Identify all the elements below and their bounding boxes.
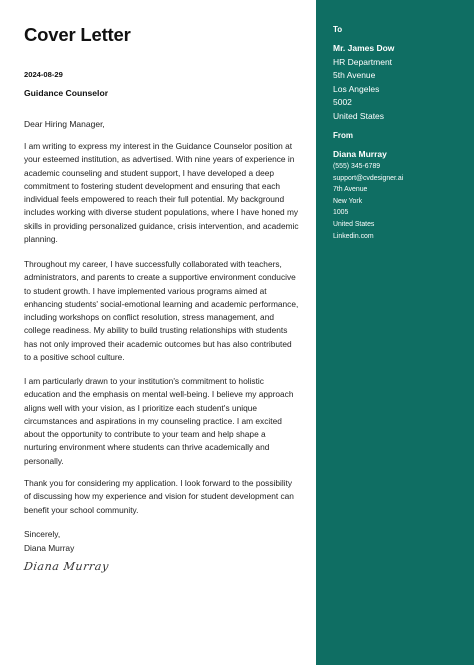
body-paragraph-2: Throughout my career, I have successfully collaborated with teachers, administrators, and parents to create a supportive environment conducive to student growth. I have implemented various programs aimed at enhancing students' social-emotional learning and academic performance, including workshops on conflict resolution, stress management, and college readiness. My ability to build trusting relationships with students has not only improved their academic outcomes but has also contributed to a positive school culture. (24, 259, 299, 363)
sender-email[interactable]: support@cvdesigner.ai (333, 174, 404, 182)
sender-country: United States (333, 220, 375, 228)
sender-name: Diana Murray (333, 149, 387, 159)
recipient-block (333, 42, 394, 124)
contact-sidebar (316, 0, 474, 665)
salutation: Dear Hiring Manager, (24, 119, 105, 129)
closing-name: Diana Murray (24, 543, 75, 553)
sender-block (333, 161, 403, 242)
sender-city: New York (333, 197, 363, 205)
recipient-name: Mr. James Dow (333, 43, 395, 53)
page-title: Cover Letter (24, 24, 131, 45)
from-heading: From (333, 131, 353, 140)
sender-phone[interactable]: (555) 345-6789 (333, 163, 381, 170)
recipient-city: Los Angeles (333, 83, 380, 94)
letter-date: 2024-08-29 (24, 70, 63, 79)
recipient-country: United States (333, 110, 385, 121)
body-paragraph-1: I am writing to express my interest in the Guidance Counselor position at your esteemed institution, as advertised. With nine years of experience in academic counseling and student support, I have developed a deep commitment to fostering student development and ensuring that each individual feels empowered to reach their full potential. My background includes working with diverse student populations, where I have honed my skills in providing personalized guidance, crisis intervention, and academic planning. (24, 141, 299, 245)
position-title: Guidance Counselor (24, 88, 109, 98)
recipient-department: HR Department (333, 56, 393, 67)
to-heading: To (333, 25, 343, 34)
body-paragraph-4: Thank you for considering my application. I look forward to the possibility of discussing how my experience and vision for student development can benefit your school community. (24, 478, 294, 515)
sender-linkedin-link[interactable]: Linkedin.com (333, 232, 374, 240)
sender-street: 7th Avenue (333, 186, 368, 194)
closing: Sincerely, (24, 529, 61, 539)
handwritten-signature: Diana Murray (23, 560, 110, 573)
recipient-zip: 5002 (333, 97, 352, 108)
sender-zip: 1005 (333, 209, 349, 217)
recipient-street: 5th Avenue (333, 70, 376, 81)
body-paragraph-3: I am particularly drawn to your institution's commitment to holistic education and the emphasis on mental well-being. I believe my approach aligns well with your vision, as I prioritize each student's unique circumstances and aspirations in my counseling practice. I am excited about the opportunity to contribute to your team and help shape a nurturing environment where students can thrive academically and personally. (24, 376, 294, 466)
